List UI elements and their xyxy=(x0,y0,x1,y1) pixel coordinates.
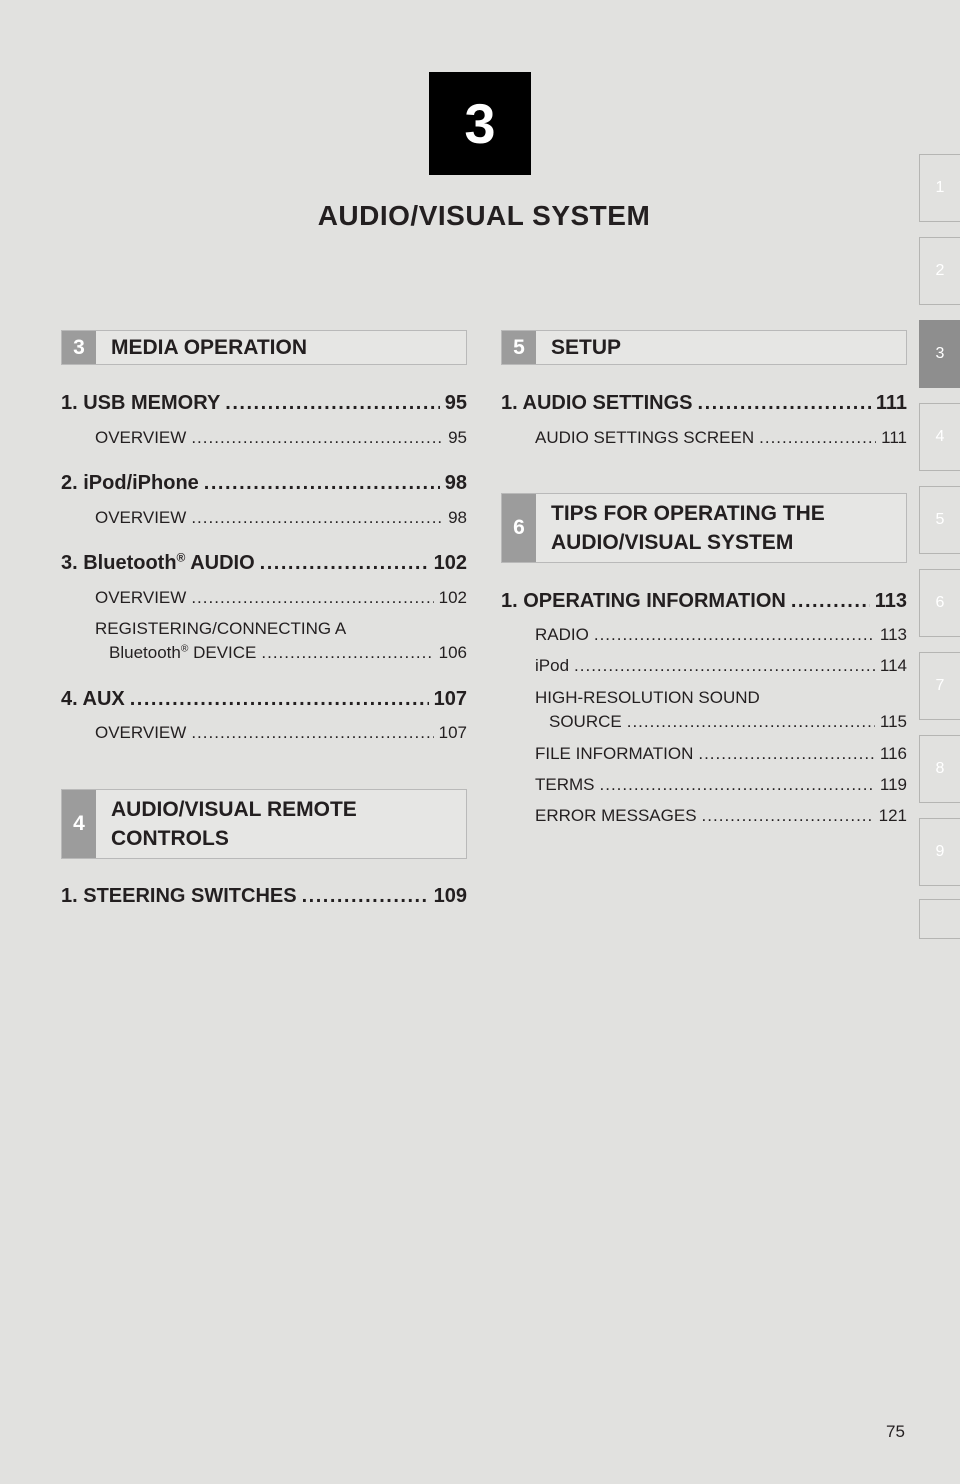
toc-subentry-page: 106 xyxy=(438,643,467,662)
toc-subentry-high-resolution[interactable] xyxy=(535,686,907,734)
leader-dots xyxy=(204,472,440,495)
tab-chapter-7[interactable]: 7 xyxy=(919,652,960,720)
section-header-setup xyxy=(501,330,907,365)
toc-subentry-page: 119 xyxy=(879,775,907,794)
leader-dots xyxy=(191,508,443,528)
section-header-tips-operating xyxy=(501,493,907,563)
section-header-av-remote-controls xyxy=(61,789,467,859)
leader-dots xyxy=(627,710,875,734)
toc-subentry-page: 121 xyxy=(878,806,907,825)
section-title: AUDIO/VISUAL REMOTE CONTROLS xyxy=(111,798,357,850)
toc-subentry-page: 115 xyxy=(879,712,907,731)
toc-subentry-bluetooth-overview[interactable] xyxy=(95,588,467,608)
toc-subentry-usb-overview[interactable] xyxy=(95,428,467,448)
toc-subentry-aux-overview[interactable] xyxy=(95,723,467,743)
toc-subentry-audio-settings-screen[interactable] xyxy=(535,428,907,448)
toc-subentry-label: RADIO xyxy=(535,625,589,644)
toc-entry-label: 2. iPod/iPhone xyxy=(61,472,199,494)
leader-dots xyxy=(702,806,874,826)
toc-subentry-page: 102 xyxy=(438,588,467,607)
tab-chapter-8[interactable]: 8 xyxy=(919,735,960,803)
toc-subentry-registering-device[interactable] xyxy=(95,617,467,665)
leader-dots xyxy=(791,590,870,613)
toc-entry-usb-memory[interactable] xyxy=(61,392,467,415)
toc-subentry-page: 95 xyxy=(448,428,467,447)
leader-dots xyxy=(225,392,439,415)
toc-entry-operating-information[interactable] xyxy=(501,590,907,613)
chapter-number: 3 xyxy=(464,92,496,155)
toc-subentry-page: 98 xyxy=(448,508,467,527)
tab-chapter-3[interactable]: 3 xyxy=(919,320,960,388)
toc-entry-audio-settings[interactable] xyxy=(501,392,907,415)
chapter-number-box xyxy=(429,72,531,175)
section-title: MEDIA OPERATION xyxy=(111,336,308,359)
page-number: 75 xyxy=(886,1422,905,1441)
tab-chapter-2[interactable]: 2 xyxy=(919,237,960,305)
toc-entry-page: 107 xyxy=(433,688,467,710)
leader-dots xyxy=(302,885,429,908)
leader-dots xyxy=(574,656,875,676)
section-number: 3 xyxy=(62,331,96,364)
leader-dots xyxy=(698,392,871,415)
toc-subentry-label-line2: Bluetooth® DEVICE xyxy=(109,643,257,662)
leader-dots xyxy=(759,428,876,448)
leader-dots xyxy=(191,723,433,743)
toc-subentry-label-line2: SOURCE xyxy=(549,712,622,731)
tab-chapter-4[interactable]: 4 xyxy=(919,403,960,471)
toc-entry-page: 98 xyxy=(444,472,467,494)
toc-subentry-error-messages[interactable] xyxy=(535,806,907,826)
toc-subentry-label-line1: HIGH-RESOLUTION SOUND xyxy=(535,688,760,707)
leader-dots xyxy=(698,744,875,764)
toc-entry-aux[interactable] xyxy=(61,688,467,711)
toc-entry-page: 95 xyxy=(444,392,467,414)
toc-entry-label: 1. STEERING SWITCHES xyxy=(61,885,297,907)
tab-blank xyxy=(919,899,960,939)
leader-dots xyxy=(261,641,433,665)
section-title: SETUP xyxy=(551,336,622,359)
section-number: 4 xyxy=(62,790,96,858)
tab-chapter-1[interactable]: 1 xyxy=(919,154,960,222)
toc-entry-steering-switches[interactable] xyxy=(61,885,467,908)
toc-subentry-page: 107 xyxy=(438,723,467,742)
toc-entry-page: 113 xyxy=(874,590,907,612)
toc-subentry-label: OVERVIEW xyxy=(95,588,187,607)
toc-entry-page: 111 xyxy=(875,392,907,414)
toc-entry-page: 102 xyxy=(433,552,467,574)
toc-entry-label: 3. Bluetooth® AUDIO xyxy=(61,550,255,574)
leader-dots xyxy=(130,688,429,711)
toc-entry-label: 1. AUDIO SETTINGS xyxy=(501,392,693,414)
chapter-title: AUDIO/VISUAL SYSTEM xyxy=(317,200,651,231)
toc-entry-page: 109 xyxy=(433,885,467,907)
toc-entry-ipod-iphone[interactable] xyxy=(61,472,467,495)
toc-subentry-ipod[interactable] xyxy=(535,656,907,676)
toc-subentry-label: TERMS xyxy=(535,775,595,794)
tab-chapter-5[interactable]: 5 xyxy=(919,486,960,554)
leader-dots xyxy=(600,775,875,795)
toc-entry-bluetooth-audio[interactable] xyxy=(61,552,467,575)
toc-subentry-page: 111 xyxy=(881,428,907,447)
toc-subentry-file-information[interactable] xyxy=(535,744,907,764)
toc-subentry-label: ERROR MESSAGES xyxy=(535,806,697,825)
toc-subentry-ipod-overview[interactable] xyxy=(95,508,467,528)
leader-dots xyxy=(594,625,875,645)
toc-subentry-page: 114 xyxy=(879,656,907,675)
toc-subentry-page: 113 xyxy=(879,625,907,644)
toc-subentry-label: OVERVIEW xyxy=(95,428,187,447)
tab-chapter-6[interactable]: 6 xyxy=(919,569,960,637)
leader-dots xyxy=(191,428,443,448)
section-number: 6 xyxy=(502,494,536,562)
toc-subentry-terms[interactable] xyxy=(535,775,907,795)
leader-dots xyxy=(191,588,433,608)
toc-entry-label: 1. USB MEMORY xyxy=(61,392,221,414)
section-title: TIPS FOR OPERATING THE AUDIO/VISUAL SYSTEM xyxy=(551,502,825,554)
section-header-media-operation xyxy=(61,330,467,365)
toc-subentry-label: OVERVIEW xyxy=(95,508,187,527)
toc-subentry-label-line1: REGISTERING/CONNECTING A xyxy=(95,619,347,638)
toc-subentry-label: OVERVIEW xyxy=(95,723,187,742)
toc-subentry-label: FILE INFORMATION xyxy=(535,744,694,763)
toc-subentry-label: iPod xyxy=(535,656,570,675)
toc-subentry-page: 116 xyxy=(879,744,907,763)
toc-entry-label: 1. OPERATING INFORMATION xyxy=(501,590,786,612)
section-number: 5 xyxy=(502,331,536,364)
leader-dots xyxy=(260,552,429,575)
toc-subentry-label: AUDIO SETTINGS SCREEN xyxy=(535,428,755,447)
tab-chapter-9[interactable]: 9 xyxy=(919,818,960,886)
toc-entry-label: 4. AUX xyxy=(61,688,125,710)
toc-subentry-radio[interactable] xyxy=(535,625,907,645)
